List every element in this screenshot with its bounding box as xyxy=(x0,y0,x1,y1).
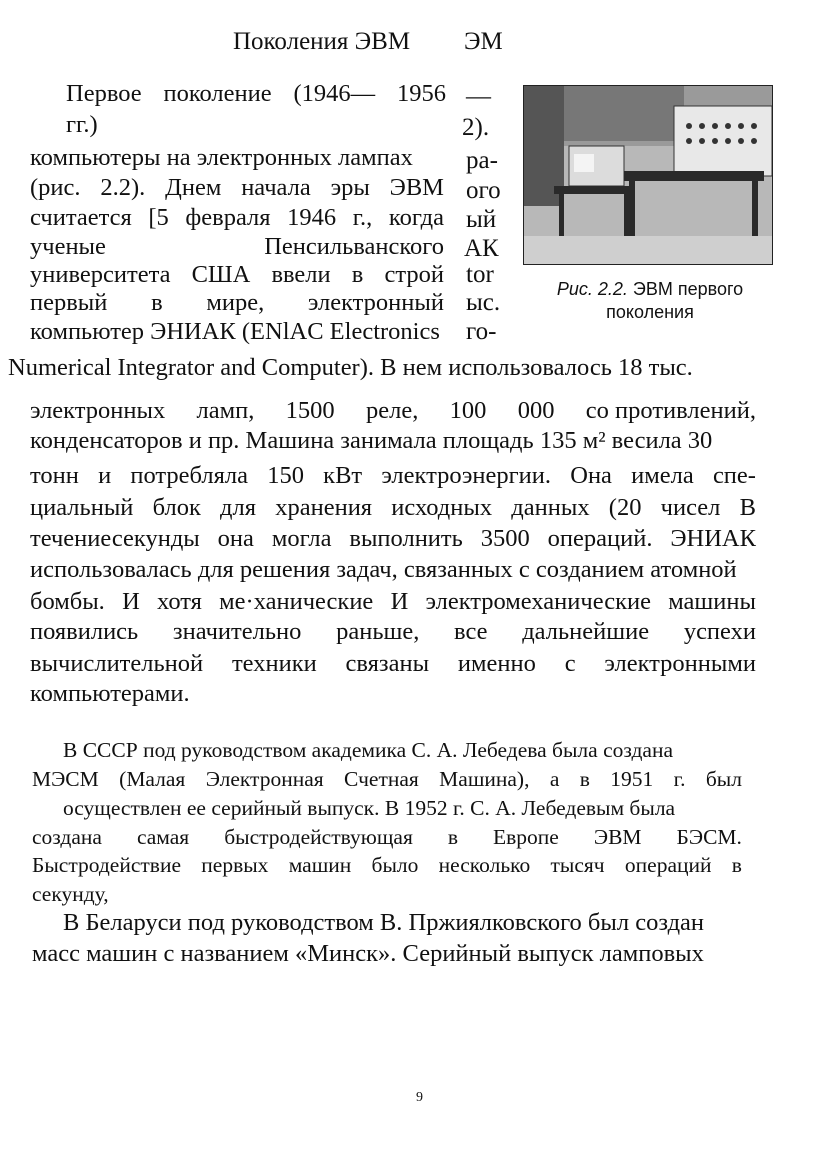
word: начала xyxy=(241,174,311,201)
text-line xyxy=(30,525,756,553)
text-line xyxy=(30,261,444,289)
word: ламп, xyxy=(196,397,255,424)
word: течениесекунды xyxy=(30,525,200,552)
word: первый xyxy=(30,289,108,316)
caption-text-2: поколения xyxy=(606,302,694,322)
word: (20 xyxy=(608,494,642,521)
word: быстродействующая xyxy=(224,825,413,849)
text-line xyxy=(30,462,756,490)
word: самая xyxy=(136,825,190,849)
word: со противлений, xyxy=(585,397,756,424)
word: ме·ханические xyxy=(219,588,374,615)
word: 1500 xyxy=(285,397,335,424)
word: ЭВМ xyxy=(593,825,642,849)
word: г., xyxy=(352,204,373,231)
eniac-photo-icon xyxy=(523,85,773,265)
right-fragment: ЭМ xyxy=(464,28,503,55)
word: она xyxy=(217,525,254,552)
word: 1956 xyxy=(396,80,446,107)
word: электроэнергии. xyxy=(381,462,552,489)
word: 1951 xyxy=(610,767,654,791)
caption-line-1 xyxy=(525,278,775,301)
word: могла xyxy=(271,525,332,552)
text-line xyxy=(30,650,756,678)
text-line xyxy=(32,853,742,878)
word: чисел xyxy=(660,494,721,521)
word: операций. xyxy=(547,525,653,552)
word: спе- xyxy=(712,462,756,489)
word: вычислительной xyxy=(30,650,204,677)
word: считается xyxy=(30,204,132,231)
word: использовалась для решения задач, связанных с созданием атомной xyxy=(30,556,737,583)
word: Первое xyxy=(66,80,142,107)
text-line xyxy=(30,233,444,261)
word: раньше, xyxy=(336,618,420,645)
caption-text-1: ЭВМ первого xyxy=(632,279,744,299)
text-line xyxy=(63,796,675,821)
word: 3500 xyxy=(480,525,530,552)
word: все xyxy=(454,618,488,645)
word: секунду, xyxy=(32,882,109,906)
word: бомбы. xyxy=(30,588,105,615)
word: МЭСМ xyxy=(32,767,99,791)
word: появились xyxy=(30,618,139,645)
word: (рис. xyxy=(30,174,81,201)
text-line xyxy=(30,556,737,584)
word: (Малая xyxy=(119,767,186,791)
text-line xyxy=(30,680,190,708)
right-fragment: ый xyxy=(466,206,497,233)
text-line xyxy=(30,427,712,455)
word: хотя xyxy=(157,588,202,615)
word: операций xyxy=(624,853,712,877)
right-fragment: ого xyxy=(466,177,501,204)
word: ЭНИАК xyxy=(670,525,756,552)
word: 150 xyxy=(267,462,304,489)
word: электронными xyxy=(604,650,756,677)
word: г. xyxy=(673,767,686,791)
word: электромеханические xyxy=(425,588,651,615)
word: в xyxy=(151,289,163,316)
word: поколение xyxy=(163,80,272,107)
word: США xyxy=(191,261,251,288)
text-line xyxy=(30,289,444,317)
word: ЭВМ xyxy=(389,174,444,201)
word: в xyxy=(579,767,590,791)
word: февраля xyxy=(185,204,271,231)
word: осуществлен ее серийный выпуск. В 1952 г. С. А. Лебедевым была xyxy=(63,796,676,820)
word: Машина), xyxy=(439,767,530,791)
word: Она xyxy=(570,462,612,489)
word: В Беларуси под руководством В. Пржиялковского был создан xyxy=(63,909,705,936)
word: эры xyxy=(330,174,370,201)
word: кВт xyxy=(323,462,363,489)
figure-caption xyxy=(525,278,775,324)
word: блок xyxy=(152,494,201,521)
word: для xyxy=(220,494,257,521)
word: успехи xyxy=(683,618,756,645)
word: реле, xyxy=(365,397,419,424)
text-line xyxy=(66,80,446,108)
text-line xyxy=(30,397,756,425)
word: техники xyxy=(231,650,317,677)
word: Быстродействие xyxy=(32,853,181,877)
word: Numerical Integrator and Computer). В нем использовалось 18 тыс. xyxy=(8,354,693,381)
word: электронный xyxy=(307,289,444,316)
word: Европе xyxy=(493,825,559,849)
word: машин xyxy=(288,853,352,877)
text-line xyxy=(30,204,444,232)
word: Электронная xyxy=(205,767,324,791)
word: (1946— xyxy=(293,80,376,107)
word: компьютерами. xyxy=(30,680,190,707)
word: ученые xyxy=(30,233,106,260)
text-line xyxy=(32,940,704,968)
word: в xyxy=(351,261,364,288)
text-line xyxy=(30,618,756,646)
right-fragment: 2). xyxy=(462,114,490,141)
word: машины xyxy=(668,588,756,615)
word: 1946 xyxy=(287,204,337,231)
word: В СССР под руководством академика С. А. Лебедева была создана xyxy=(63,738,673,762)
word: И xyxy=(122,588,140,615)
word: связаны xyxy=(345,650,430,677)
word: конденсаторов и пр. Машина занимала площадь 135 м² весила 30 xyxy=(30,427,713,454)
word: В xyxy=(739,494,756,521)
word: Счетная xyxy=(344,767,419,791)
text-line xyxy=(30,144,413,172)
word: И xyxy=(390,588,409,615)
word: первых xyxy=(201,853,269,877)
word: масс машин с названием «Минск». Серийный выпуск ламповых xyxy=(32,940,704,967)
page-title: Поколения ЭВМ xyxy=(233,28,411,55)
text-line xyxy=(30,494,756,522)
word: 100 xyxy=(449,397,487,424)
word: выполнить xyxy=(349,525,463,552)
right-fragment: го- xyxy=(466,318,497,345)
right-fragment: tor xyxy=(466,261,494,288)
word: а xyxy=(549,767,560,791)
word: именно xyxy=(457,650,536,677)
word: хранения xyxy=(275,494,373,521)
word: ввели xyxy=(271,261,331,288)
word: исходных xyxy=(391,494,493,521)
word: [5 xyxy=(148,204,169,231)
word: значительно xyxy=(172,618,302,645)
word: электронных xyxy=(30,397,166,424)
word: несколько xyxy=(438,853,531,877)
word: и xyxy=(98,462,112,489)
text-line xyxy=(63,909,704,937)
right-fragment: ыс. xyxy=(466,289,501,316)
word: компьютер ЭНИАК (ENlAC Electronics xyxy=(30,318,440,345)
text-line xyxy=(66,111,98,139)
word: в xyxy=(447,825,458,849)
text-line xyxy=(32,767,742,792)
word: дальнейшие xyxy=(522,618,650,645)
word: строй xyxy=(384,261,444,288)
word: компьютеры на электронных лампах xyxy=(30,144,413,171)
text-line xyxy=(32,825,742,850)
word: создана xyxy=(32,825,102,849)
word: имела xyxy=(631,462,694,489)
text-line xyxy=(30,318,440,346)
text-line xyxy=(30,588,756,616)
text-line xyxy=(30,174,444,202)
word: Днем xyxy=(165,174,222,201)
word: 000 xyxy=(517,397,555,424)
word: было xyxy=(371,853,419,877)
word: циальный xyxy=(30,494,134,521)
word: когда xyxy=(388,204,444,231)
right-fragment: ра- xyxy=(466,147,498,174)
word: БЭСМ. xyxy=(676,825,742,849)
word: в xyxy=(731,853,742,877)
word: университета xyxy=(30,261,171,288)
page-number: 9 xyxy=(416,1090,423,1105)
word: с xyxy=(564,650,576,677)
word: гг.) xyxy=(66,111,98,138)
eniac-photo-svg xyxy=(524,86,772,264)
text-line xyxy=(63,738,673,763)
right-fragment: — xyxy=(466,83,491,110)
figure-label: Рис. 2.2. xyxy=(556,279,628,299)
word: мире, xyxy=(206,289,265,316)
word: потребляла xyxy=(130,462,249,489)
word: был xyxy=(705,767,742,791)
text-line xyxy=(32,882,109,907)
text-line xyxy=(8,354,693,382)
right-fragment: АК xyxy=(464,235,499,262)
word: 2.2). xyxy=(100,174,146,201)
word: тысяч xyxy=(550,853,605,877)
word: Пенсильванского xyxy=(264,233,444,260)
word: данных xyxy=(511,494,590,521)
word: тонн xyxy=(30,462,79,489)
